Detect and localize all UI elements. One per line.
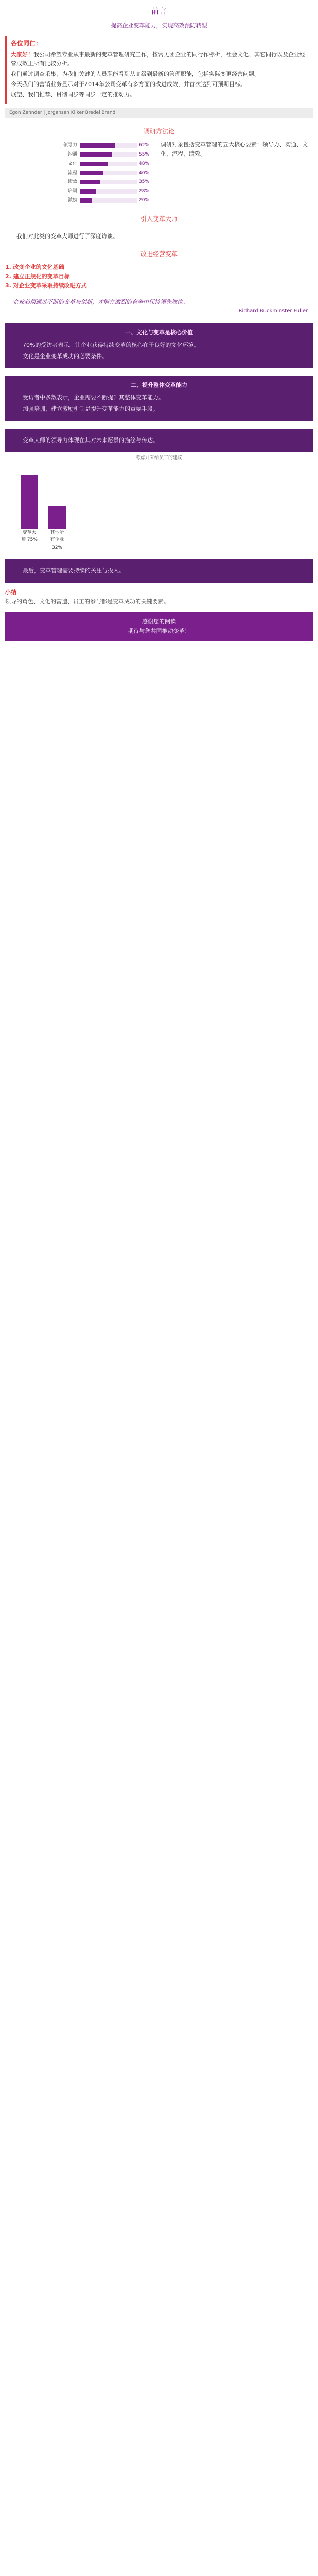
chart-1-bar [80,189,96,194]
footer-line-1: 感谢您的阅读 [142,618,176,625]
band-leadership [5,429,313,452]
chart-2 [0,454,318,552]
footer [5,612,313,641]
intro-p3: 今天我们的营销业务显示对于2014年公司变革有多方面的改进成效，并首次达到可预期目标。 [11,81,246,88]
band-final [5,559,313,583]
summary [5,588,313,606]
band-culture [5,323,313,368]
chart-1-category-label: 流程 [67,170,77,176]
intro-box [5,36,313,104]
band-capability-title: 二、提升整体变革能力 [131,382,187,389]
chart-1-row [5,170,154,177]
list-item: 3. 对企业变革采取持续改进方式 [5,282,87,289]
section-1-heading: 调研方法论 [143,128,174,135]
intro-p2: 我们通过调查采集，为我们关键的人员职能看到从高级到最新的管理职能，包括实际变更经营问题。 [11,70,260,77]
chart-1-row [5,160,154,168]
chart-2-category-label: 变革大师 75% [21,530,38,543]
chart-1-value-label: 40% [139,170,150,176]
chart-1-bars [5,142,154,205]
chart-1-bar [80,162,108,166]
summary-text: 领导的角色、文化的营造、员工的参与都是变革成功的关键要素。 [5,598,169,605]
chart-1-category-label: 领导力 [63,143,77,148]
chart-1-bar [80,180,100,184]
section-1 [5,140,313,206]
chart-2-category-label: 其他所有企业 32% [50,530,64,551]
list-item: 2. 建立正规化的变革目标 [5,273,70,280]
chart-1-bar [80,152,112,157]
chart-1-value-label: 48% [139,161,150,166]
list-item: 1. 改变企业的文化基础 [5,263,64,270]
chart-1-value-label: 55% [139,151,150,157]
quote-attribution: Richard Buckminster Fuller [238,308,308,314]
section-2-heading: 引入变革大师 [140,215,178,223]
section-3-list [5,263,313,291]
intro-lead: 大家好！ [11,50,33,58]
band-culture-p2: 文化是企业变革成功的必要条件。 [23,353,108,360]
section-3-heading: 改进经营变革 [140,250,178,258]
chart-1-row [5,178,154,186]
chart-1-bar [80,171,103,175]
footer-line-2: 期待与您共同推动变革！ [128,627,190,634]
chart-2-bars [21,467,313,529]
quote-text: "企业必须通过不断的变革与创新，才能在激烈的竞争中保持领先地位。" [10,299,191,306]
byline: Egon Zehnder | Jorgensen Kliker Bredel Brand [5,108,313,118]
band-capability-p1: 受访者中多数表示，企业需要不断提升其整体变革能力。 [23,394,164,401]
page-subtitle: 提高企业变革能力，实现高效预防转型 [111,22,207,29]
intro-p1: 我公司希望专业从事最新的变革管理研究工作，按常见团企业的同行作标析，社会文化、其它同行以及企业经营成效上所有比较分析。 [11,50,305,67]
chart-1-category-label: 文化 [67,161,77,166]
chart-1-category-label: 激励 [67,198,77,204]
chart-2-bar [21,475,38,529]
band-culture-p1: 70%的受访者表示，让企业获得持续变革的核心在于良好的文化环境。 [23,341,200,348]
band-capability-p2: 加强培训、建立激励机制是提升变革能力的重要手段。 [23,405,158,413]
chart-1 [5,140,154,206]
chart-1-bar [80,198,92,203]
section-1-text: 调研对象包括变革管理的五大核心要素：领导力、沟通、文化、流程、绩效。 [161,141,308,158]
chart-1-category-label: 培训 [67,189,77,194]
band-final-p1: 最后，变革管理需要持续的关注与投入。 [23,567,125,574]
band-leadership-p1: 变革大师的领导力体现在其对未来愿景的描绘与传达。 [23,436,158,444]
quote-block [10,298,308,316]
chart-1-value-label: 28% [139,189,150,194]
chart-1-row [5,188,154,195]
chart-2-bar [48,506,66,529]
intro-p4: 展望、我们推荐、贯彻同步等同步一定的推动力。 [11,91,135,98]
chart-1-bar [80,143,115,148]
band-capability [5,376,313,421]
intro-greeting: 各位同仁： [11,39,42,47]
chart-1-value-label: 35% [139,179,150,185]
section-2-body: 我们对此类的变革大师进行了深度访谈。 [16,232,118,240]
chart-1-category-label: 沟通 [67,151,77,157]
chart-1-row [5,142,154,149]
chart-2-caption: 考虑并采纳员工的建议 [135,455,182,461]
chart-1-row [5,151,154,159]
page-title: 前言 [151,7,167,16]
chart-1-value-label: 62% [139,143,150,148]
chart-1-category-label: 绩效 [67,179,77,185]
chart-2-labels [21,529,313,552]
chart-1-value-label: 20% [139,198,150,204]
chart-1-row [5,197,154,205]
band-culture-title: 一、文化与变革是核心价值 [125,329,193,336]
summary-heading: 小结 [5,589,16,596]
